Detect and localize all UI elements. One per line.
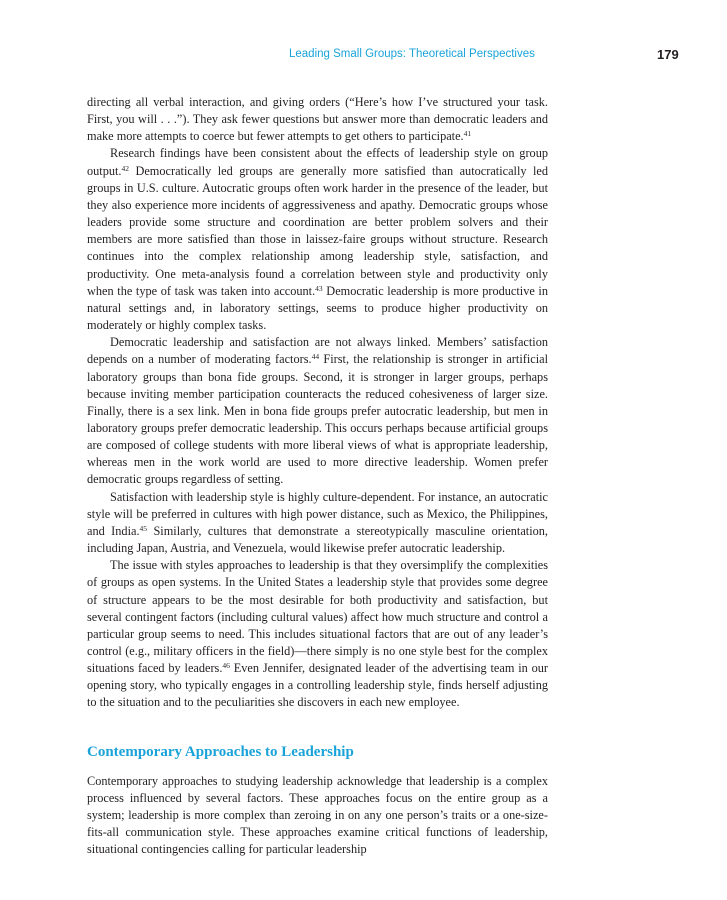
paragraph-text: First, the relationship is stronger in artificial laboratory groups than bona fide groups. Second, it is stronger in larger groups, perhaps because inviting member participation counteracts the reduced cohesiveness of larger size. Finally, there is a sex link. Men in bona fide groups prefer autocratic leadership, but men in laboratory groups prefer democratic leadership. This occurs perhaps because artificial groups are composed of college students with more liberal views of what is appropriate leadership, whereas men in the work world are used to more directive leadership. Women prefer democratic groups regardless of setting. (87, 352, 548, 487)
body-paragraphs (87, 94, 548, 712)
footnote-marker: 45 (139, 523, 148, 533)
running-head (0, 48, 727, 66)
footnote-marker: 43 (315, 283, 323, 293)
paragraph-text: Satisfaction with leadership style is highly culture-dependent. For instance, an autocratic style will be preferred in cultures with high power distance, such as Mexico, the Philippines, and India. (87, 489, 548, 538)
paragraph (87, 557, 548, 711)
footnote-marker: 44 (311, 352, 320, 362)
footnote-marker: 46 (222, 661, 230, 671)
paragraph-text: Even Jennifer, designated leader of the advertising team in our opening story, who typically engages in a controlling leadership style, finds herself adjusting to the situation and to the peculiarities she discovers in each new employee. (87, 661, 548, 710)
paragraph (87, 334, 548, 488)
paragraph-text: Contemporary approaches to studying leadership acknowledge that leadership is a complex process influenced by several factors. These approaches focus on the entire group as a system; leadership is more complex than zeroing in on any one person’s traits or a one-size-fits-all communication style. These approaches examine critical functions of leadership, situational contingencies calling for particular leadership (87, 773, 548, 857)
footnote-marker: 42 (121, 163, 130, 173)
paragraph (87, 773, 548, 859)
paragraph (87, 489, 548, 558)
body-text (87, 94, 548, 858)
paragraph-text: directing all verbal interaction, and giving orders (“Here’s how I’ve structured your task. First, you will . . .”). They ask fewer questions but answer more than democratic leaders and make more attempts to coerce but fewer attempts to get others to participate. (87, 95, 548, 144)
running-title: Leading Small Groups: Theoretical Perspectives (289, 48, 535, 60)
paragraph (87, 145, 548, 334)
paragraph-text: Similarly, cultures that demonstrate a stereotypically masculine orientation, including Japan, Austria, and Venezuela, would likewise prefer autocratic leadership. (87, 523, 548, 556)
page-number: 179 (657, 47, 679, 62)
paragraph-text: Research findings have been consistent about the effects of leadership style on group output. (87, 146, 548, 178)
section-paragraphs (87, 773, 548, 859)
paragraph-text: Democratic leadership and satisfaction are not always linked. Members’ satisfaction depends on a number of moderating factors. (87, 335, 548, 367)
footnote-marker: 41 (463, 129, 472, 139)
paragraph-text: Democratic leadership is more productive in natural settings and, in laboratory settings, seems to produce higher productivity on moderately or highly complex tasks. (87, 283, 548, 333)
paragraph-text: The issue with styles approaches to leadership is that they oversimplify the complexities of groups as open systems. In the United States a leadership style that provides some degree of structure appears to be the most desirable for both productivity and satisfaction, but several contingent factors (including cultural values) affect how much structure and control a particular group seems to need. This includes situational factors that are out of any leader’s control (e.g., military officers in the field)—there simply is no one style best for the complex situations faced by leaders. (87, 558, 548, 676)
paragraph (87, 94, 548, 145)
section-heading: Contemporary Approaches to Leadership (87, 743, 354, 760)
paragraph-text: Democratically led groups are generally more satisfied than autocratically led groups in U.S. culture. Autocratic groups often work harder in the presence of the leader, but they also experience more incidents of aggressiveness and apathy. Democratic groups whose leaders provide some structure and coordination are better problem solvers and their members are more satisfied than those in laissez-faire groups without structure. Research continues into the complex relationship among leadership style, satisfaction, and productivity. One meta-analysis found a correlation between style and productivity only when the type of task was taken into account. (87, 163, 548, 298)
